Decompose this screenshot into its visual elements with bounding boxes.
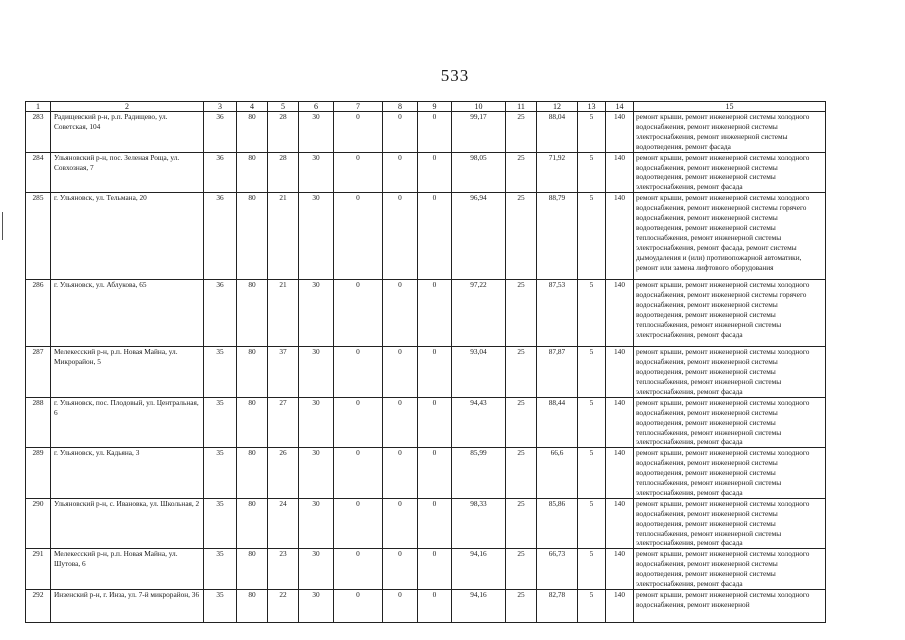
value-cell: 140 (606, 590, 634, 623)
column-header: 1 (26, 102, 51, 112)
value-cell: 80 (237, 448, 268, 499)
value-cell: 88,44 (537, 397, 578, 448)
value-cell: 37 (268, 347, 299, 398)
value-cell: 0 (334, 448, 383, 499)
value-cell: 87,53 (537, 280, 578, 347)
value-cell: 36 (204, 193, 237, 280)
row-number-cell: 290 (26, 498, 51, 549)
value-cell: 88,79 (537, 193, 578, 280)
scan-mark (2, 212, 3, 240)
value-cell: 30 (299, 280, 334, 347)
value-cell: 0 (418, 590, 452, 623)
table-row (26, 193, 826, 280)
value-cell: 30 (299, 347, 334, 398)
works-cell: ремонт крыши, ремонт инженерной системы холодного водоснабжения, ремонт инженерной системы водоотведения, ремонт инженерной системы теплоснабжения, ремонт инженерной системы электроснабжения, ремонт фасада (634, 498, 826, 549)
value-cell: 25 (506, 397, 537, 448)
column-header: 11 (506, 102, 537, 112)
value-cell: 28 (268, 112, 299, 153)
column-header: 8 (383, 102, 418, 112)
value-cell: 96,94 (452, 193, 506, 280)
address-cell: Ульяновский р-н, с. Ивановка, ул. Школьная, 2 (51, 498, 204, 549)
value-cell: 88,04 (537, 112, 578, 153)
value-cell: 82,78 (537, 590, 578, 623)
value-cell: 30 (299, 152, 334, 193)
value-cell: 80 (237, 549, 268, 590)
value-cell: 5 (578, 498, 606, 549)
value-cell: 0 (334, 498, 383, 549)
value-cell: 0 (418, 448, 452, 499)
row-number-cell: 285 (26, 193, 51, 280)
value-cell: 5 (578, 280, 606, 347)
value-cell: 140 (606, 448, 634, 499)
address-cell: г. Ульяновск, ул. Аблукова, 65 (51, 280, 204, 347)
table-row (26, 347, 826, 398)
value-cell: 80 (237, 590, 268, 623)
value-cell: 0 (334, 152, 383, 193)
address-cell: Инзенский р-н, г. Инза, ул. 7-й микрорайон, 36 (51, 590, 204, 623)
value-cell: 21 (268, 280, 299, 347)
column-header: 10 (452, 102, 506, 112)
value-cell: 30 (299, 590, 334, 623)
value-cell: 5 (578, 347, 606, 398)
value-cell: 0 (334, 112, 383, 153)
table-row (26, 590, 826, 623)
value-cell: 80 (237, 193, 268, 280)
address-cell: г. Ульяновск, пос. Плодовый, ул. Центральная, 6 (51, 397, 204, 448)
row-number-cell: 291 (26, 549, 51, 590)
value-cell: 140 (606, 549, 634, 590)
value-cell: 0 (418, 498, 452, 549)
value-cell: 5 (578, 549, 606, 590)
value-cell: 87,87 (537, 347, 578, 398)
value-cell: 140 (606, 397, 634, 448)
value-cell: 0 (383, 152, 418, 193)
value-cell: 25 (506, 498, 537, 549)
value-cell: 25 (506, 193, 537, 280)
column-header: 14 (606, 102, 634, 112)
table-row (26, 112, 826, 153)
table-row (26, 152, 826, 193)
row-number-cell: 284 (26, 152, 51, 193)
value-cell: 25 (506, 448, 537, 499)
value-cell: 35 (204, 448, 237, 499)
table-row (26, 498, 826, 549)
value-cell: 99,17 (452, 112, 506, 153)
value-cell: 5 (578, 152, 606, 193)
value-cell: 93,04 (452, 347, 506, 398)
value-cell: 5 (578, 193, 606, 280)
value-cell: 0 (418, 347, 452, 398)
column-header: 7 (334, 102, 383, 112)
works-cell: ремонт крыши, ремонт инженерной системы холодного водоснабжения, ремонт инженерной системы водоотведения, ремонт инженерной системы электроснабжения, ремонт фасада (634, 549, 826, 590)
value-cell: 80 (237, 280, 268, 347)
value-cell: 36 (204, 112, 237, 153)
value-cell: 30 (299, 549, 334, 590)
value-cell: 66,73 (537, 549, 578, 590)
value-cell: 94,43 (452, 397, 506, 448)
value-cell: 0 (334, 397, 383, 448)
row-number-cell: 286 (26, 280, 51, 347)
value-cell: 98,05 (452, 152, 506, 193)
value-cell: 36 (204, 152, 237, 193)
value-cell: 98,33 (452, 498, 506, 549)
value-cell: 35 (204, 590, 237, 623)
works-cell: ремонт крыши, ремонт инженерной системы холодного водоснабжения, ремонт инженерной системы электроснабжения, ремонт инженерной системы водоотведения, ремонт фасада (634, 112, 826, 153)
value-cell: 140 (606, 498, 634, 549)
value-cell: 0 (418, 549, 452, 590)
repair-schedule-table (25, 101, 826, 623)
value-cell: 25 (506, 347, 537, 398)
value-cell: 0 (383, 448, 418, 499)
value-cell: 22 (268, 590, 299, 623)
works-cell: ремонт крыши, ремонт инженерной системы холодного водоснабжения, ремонт инженерной системы горячего водоснабжения, ремонт инженерной системы водоотведения, ремонт инженерной системы теплоснабжения, ремонт инженерной системы электроснабжения, ремонт фасада, ремонт системы дымоудаления и (или) противопожарной автоматики, ремонт или замена лифтового оборудования (634, 193, 826, 280)
value-cell: 0 (334, 549, 383, 590)
table-row (26, 397, 826, 448)
works-cell: ремонт крыши, ремонт инженерной системы холодного водоснабжения, ремонт инженерной системы горячего водоснабжения, ремонт инженерной системы водоотведения, ремонт инженерной системы теплоснабжения, ремонт инженерной системы электроснабжения, ремонт фасада (634, 280, 826, 347)
value-cell: 0 (383, 549, 418, 590)
value-cell: 30 (299, 397, 334, 448)
column-header: 12 (537, 102, 578, 112)
value-cell: 0 (383, 193, 418, 280)
value-cell: 35 (204, 397, 237, 448)
column-header: 15 (634, 102, 826, 112)
value-cell: 0 (383, 397, 418, 448)
value-cell: 80 (237, 347, 268, 398)
value-cell: 28 (268, 152, 299, 193)
value-cell: 35 (204, 498, 237, 549)
value-cell: 0 (383, 498, 418, 549)
value-cell: 25 (506, 152, 537, 193)
value-cell: 0 (418, 112, 452, 153)
value-cell: 5 (578, 590, 606, 623)
value-cell: 0 (418, 193, 452, 280)
value-cell: 35 (204, 347, 237, 398)
value-cell: 0 (334, 280, 383, 347)
row-number-cell: 289 (26, 448, 51, 499)
value-cell: 0 (383, 112, 418, 153)
value-cell: 0 (383, 280, 418, 347)
address-cell: Радищевский р-н, р.п. Радищево, ул. Советская, 104 (51, 112, 204, 153)
value-cell: 5 (578, 112, 606, 153)
column-header: 4 (237, 102, 268, 112)
value-cell: 140 (606, 347, 634, 398)
value-cell: 85,86 (537, 498, 578, 549)
works-cell: ремонт крыши, ремонт инженерной системы холодного водоснабжения, ремонт инженерной системы водоотведения, ремонт инженерной системы электроснабжения, ремонт фасада (634, 152, 826, 193)
value-cell: 0 (383, 590, 418, 623)
address-cell: Ульяновский р-н, пос. Зеленая Роща, ул. Совхозная, 7 (51, 152, 204, 193)
page-number: 533 (440, 66, 470, 85)
value-cell: 25 (506, 549, 537, 590)
value-cell: 25 (506, 112, 537, 153)
row-number-cell: 283 (26, 112, 51, 153)
row-number-cell: 288 (26, 397, 51, 448)
column-header: 3 (204, 102, 237, 112)
works-cell: ремонт крыши, ремонт инженерной системы холодного водоснабжения, ремонт инженерной системы водоотведения, ремонт инженерной системы теплоснабжения, ремонт инженерной системы электроснабжения, ремонт фасада (634, 397, 826, 448)
table-row (26, 280, 826, 347)
value-cell: 36 (204, 280, 237, 347)
value-cell: 71,92 (537, 152, 578, 193)
value-cell: 24 (268, 498, 299, 549)
value-cell: 80 (237, 112, 268, 153)
value-cell: 80 (237, 152, 268, 193)
value-cell: 30 (299, 448, 334, 499)
address-cell: Мелекесский р-н, р.п. Новая Майна, ул. Шутова, 6 (51, 549, 204, 590)
value-cell: 26 (268, 448, 299, 499)
column-number-row (26, 102, 826, 112)
value-cell: 30 (299, 498, 334, 549)
value-cell: 25 (506, 280, 537, 347)
value-cell: 0 (418, 152, 452, 193)
value-cell: 23 (268, 549, 299, 590)
value-cell: 25 (506, 590, 537, 623)
value-cell: 30 (299, 193, 334, 280)
column-header: 5 (268, 102, 299, 112)
value-cell: 0 (334, 590, 383, 623)
value-cell: 97,22 (452, 280, 506, 347)
column-header: 2 (51, 102, 204, 112)
works-cell: ремонт крыши, ремонт инженерной системы холодного водоснабжения, ремонт инженерной системы водоотведения, ремонт инженерной системы теплоснабжения, ремонт инженерной системы электроснабжения, ремонт фасада (634, 448, 826, 499)
value-cell: 80 (237, 498, 268, 549)
value-cell: 94,16 (452, 549, 506, 590)
column-header: 13 (578, 102, 606, 112)
value-cell: 0 (383, 347, 418, 398)
value-cell: 66,6 (537, 448, 578, 499)
value-cell: 0 (418, 280, 452, 347)
value-cell: 0 (418, 397, 452, 448)
value-cell: 140 (606, 112, 634, 153)
value-cell: 21 (268, 193, 299, 280)
value-cell: 30 (299, 112, 334, 153)
works-cell: ремонт крыши, ремонт инженерной системы холодного водоснабжения, ремонт инженерной системы водоотведения, ремонт инженерной системы теплоснабжения, ремонт инженерной системы электроснабжения, ремонт фасада (634, 347, 826, 398)
value-cell: 0 (334, 347, 383, 398)
value-cell: 140 (606, 193, 634, 280)
value-cell: 5 (578, 397, 606, 448)
row-number-cell: 287 (26, 347, 51, 398)
value-cell: 94,16 (452, 590, 506, 623)
column-header: 9 (418, 102, 452, 112)
value-cell: 140 (606, 280, 634, 347)
table-row (26, 448, 826, 499)
value-cell: 5 (578, 448, 606, 499)
value-cell: 140 (606, 152, 634, 193)
address-cell: Мелекесский р-н, р.п. Новая Майна, ул. Микрорайон, 5 (51, 347, 204, 398)
address-cell: г. Ульяновск, ул. Тельмана, 20 (51, 193, 204, 280)
column-header: 6 (299, 102, 334, 112)
value-cell: 35 (204, 549, 237, 590)
value-cell: 0 (334, 193, 383, 280)
address-cell: г. Ульяновск, ул. Кадьяна, 3 (51, 448, 204, 499)
value-cell: 27 (268, 397, 299, 448)
table-row (26, 549, 826, 590)
row-number-cell: 292 (26, 590, 51, 623)
works-cell: ремонт крыши, ремонт инженерной системы холодного водоснабжения, ремонт инженерной (634, 590, 826, 623)
value-cell: 85,99 (452, 448, 506, 499)
value-cell: 80 (237, 397, 268, 448)
